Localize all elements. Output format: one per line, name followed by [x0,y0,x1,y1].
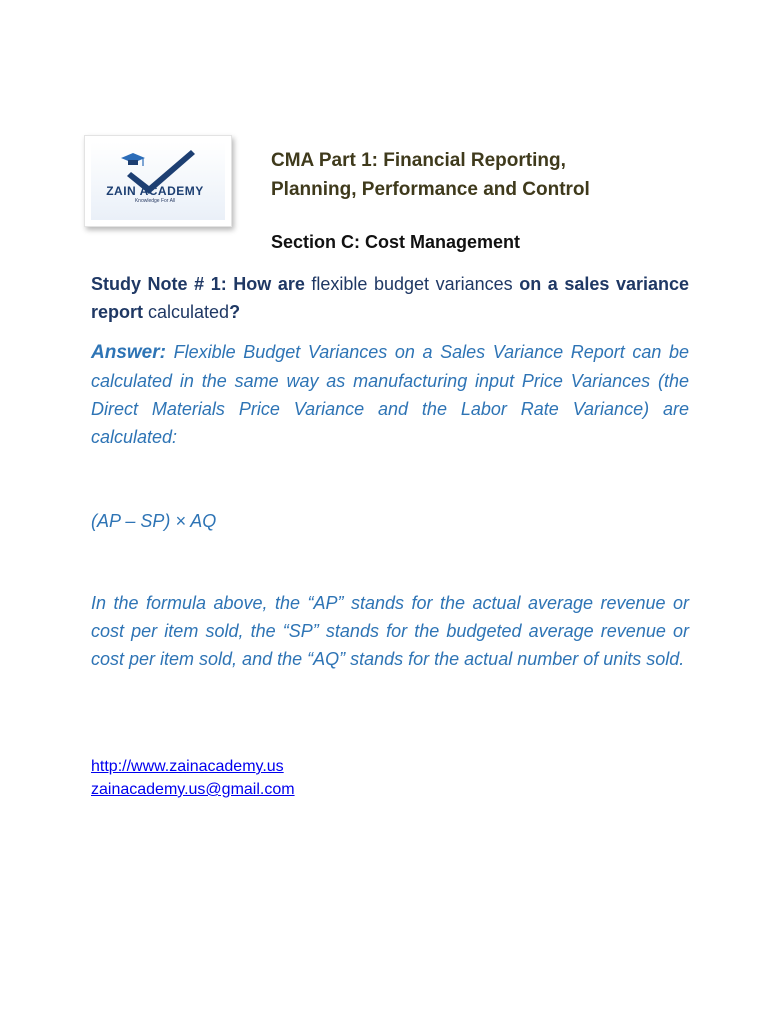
question-part-5: ? [229,302,241,322]
answer-label: Answer: [91,342,166,363]
question-part-1: Study Note # 1: How are [91,274,305,294]
study-note-question [91,270,689,326]
logo-name: ZAIN ACADEMY [106,184,204,198]
logo-tagline: Knowledge For All [134,198,176,204]
question-part-3: on a sales variance report [91,274,690,322]
title-line-2: Planning, Performance and Control [271,179,590,200]
section-heading: Section C: Cost Management [271,232,521,252]
document-title [271,146,711,204]
question-part-4: calculated [143,302,230,322]
logo [84,135,232,227]
question-part-2: flexible budget variances [304,274,520,294]
answer-paragraph [91,338,689,451]
answer-text: Flexible Budget Variances on a Sales Variance Report can be calculated in the same way as manufacturing input Price Variances (the Direct Materials Price Variance and the Labor Rate Variance) are calculated: [91,342,689,447]
title-line-1: CMA Part 1: Financial Reporting, [271,150,566,171]
formula: (AP – SP) × AQ [91,511,217,531]
graduation-checkmark-icon [91,142,225,220]
website-link[interactable]: http://www.zainacademy.us [91,758,284,775]
contact-links [91,755,295,801]
email-link[interactable]: zainacademy.us@gmail.com [91,781,295,798]
formula-explanation: In the formula above, the “AP” stands for the actual average revenue or cost per item sold, the “SP” stands for the budgeted average revenue or cost per item sold, and the “AQ” stands for the actual number of units sold. [91,593,689,669]
